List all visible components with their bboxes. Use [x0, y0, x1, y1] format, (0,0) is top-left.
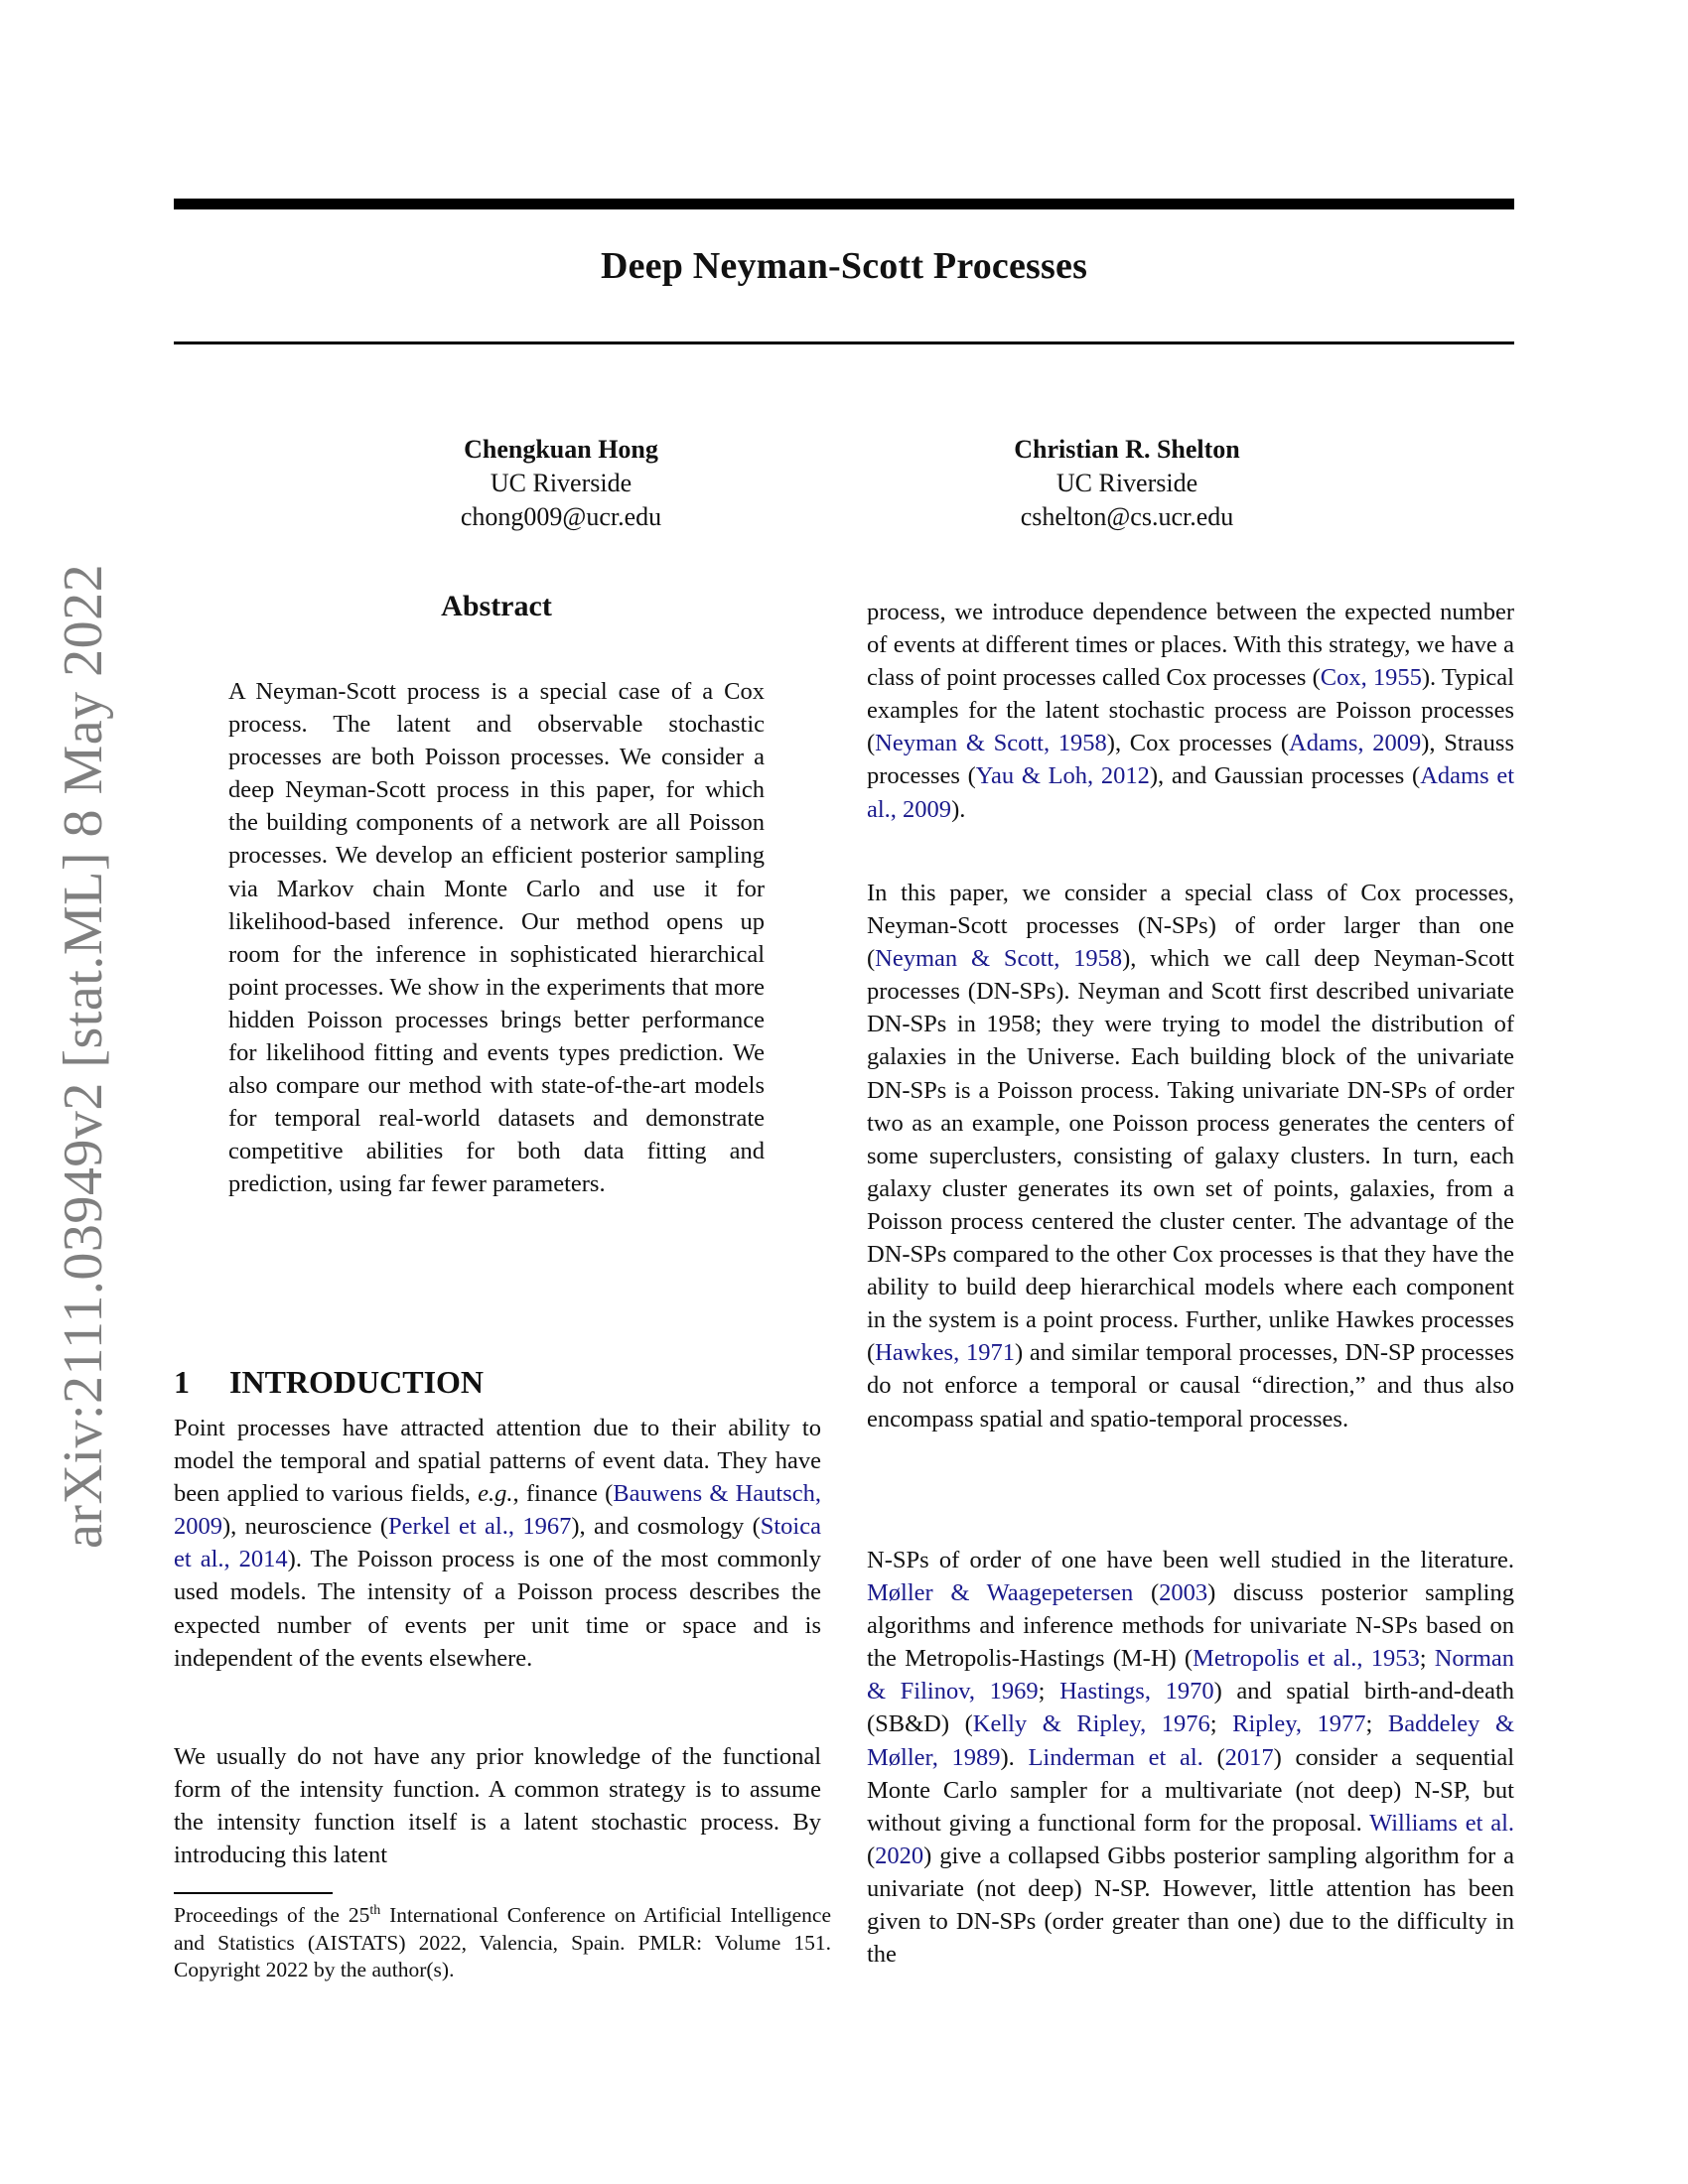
text-run: ( — [867, 1842, 876, 1869]
citation-link[interactable]: Metropolis et al., 1953 — [1193, 1645, 1420, 1673]
text-run: ). — [951, 795, 966, 823]
citation-link[interactable]: Adams, 2009 — [1289, 730, 1422, 757]
author-name: Christian R. Shelton — [1014, 435, 1240, 464]
text-run: ( — [1133, 1579, 1160, 1607]
citation-link[interactable]: Neyman & Scott, 1958 — [875, 730, 1107, 757]
text-run: ) consider a sequential Monte Carlo sampler for a multivariate (not deep) N-SP, but without giving a functional form for the proposal. — [867, 1743, 1515, 1837]
citation-link[interactable]: Norman & Filinov, 1969 — [867, 1645, 1515, 1706]
citation-link[interactable]: Williams et al. — [1369, 1809, 1514, 1837]
citation-link[interactable]: Bauwens & Hautsch, 2009 — [174, 1480, 821, 1541]
text-run: ; — [1038, 1678, 1060, 1706]
text-run: e.g. — [478, 1480, 513, 1508]
intro-paragraph-3 — [867, 596, 1514, 826]
text-run: ) and similar temporal processes, DN-SP processes do not enforce a temporal or causal “direction,” and thus also encompass spatial and spatio-temporal processes. — [867, 1339, 1515, 1433]
citation-link[interactable]: Stoica et al., 2014 — [174, 1513, 821, 1573]
section-heading — [174, 1364, 484, 1401]
text-run: ; — [1365, 1710, 1388, 1738]
title-rule-top — [174, 199, 1514, 209]
text-run: ), Strauss processes ( — [867, 730, 1515, 790]
author-email[interactable]: cshelton@cs.ucr.edu — [1020, 502, 1234, 531]
text-run: Proceedings of the 25 — [174, 1903, 370, 1927]
superscript: th — [369, 1902, 381, 1918]
text-run: ), neuroscience ( — [222, 1513, 389, 1541]
section-number: 1 — [174, 1364, 190, 1400]
text-run: ; — [1209, 1710, 1233, 1738]
citation-link[interactable]: Yau & Loh, 2012 — [975, 762, 1150, 790]
abstract-heading: Abstract — [441, 590, 552, 622]
text-run: , finance ( — [512, 1480, 614, 1508]
citation-link[interactable]: Cox, 1955 — [1320, 664, 1422, 692]
author-block — [397, 433, 725, 534]
citation-link[interactable]: Perkel et al., 1967 — [388, 1513, 572, 1541]
text-run: Point processes have attracted attention due to their ability to model the temporal and spatial patterns of event data. They have been applied to various fields, — [174, 1415, 821, 1508]
text-run: ). — [1000, 1743, 1029, 1771]
author-name: Chengkuan Hong — [464, 435, 658, 464]
citation-link[interactable]: Hawkes, 1971 — [875, 1339, 1015, 1367]
intro-paragraph-2: We usually do not have any prior knowledge of the functional form of the intensity function. A common strategy is to assume the intensity function itself is a latent stochastic process. By introducing this latent — [174, 1743, 821, 1869]
text-run: ). Typical examples for the latent stochastic process are Poisson processes ( — [867, 664, 1514, 757]
text-run: ( — [1202, 1743, 1225, 1771]
author-affiliation: UC Riverside — [490, 469, 633, 497]
text-run: ) give a collapsed Gibbs posterior sampling algorithm for a univariate (not deep) N-SP. However, little attention has been given to DN-SPs (order greater than one) due to the difficulty in the — [867, 1842, 1514, 1969]
paper-title: Deep Neyman-Scott Processes — [600, 245, 1088, 287]
citation-link[interactable]: Adams et al., 2009 — [867, 762, 1514, 823]
author-affiliation: UC Riverside — [1055, 469, 1198, 497]
text-run: N-SPs of order of one have been well studied in the literature. — [867, 1547, 1514, 1573]
text-run: ), and cosmology ( — [571, 1513, 761, 1541]
text-run: ) discuss posterior sampling algorithms and inference methods for univariate N-SPs based on the Metropolis-Hastings (M-H) ( — [867, 1579, 1514, 1673]
abstract-text: A Neyman-Scott process is a special case of a Cox process. The latent and observable stochastic processes are both Poisson processes. We consider a deep Neyman-Scott process in this paper, for which the building components of a network are all Poisson processes. We develop an efficient posterior sampling via Markov chain Monte Carlo and use it for likelihood-based inference. Our method opens up room for the inference in sophisticated hierarchical point processes. We show in the experiments that more hidden Poisson processes brings better performance for likelihood fitting and events types prediction. We also compare our method with state-of-the-art models for temporal real-world datasets and demonstrate competitive abilities for both data fitting and prediction, using far fewer parameters. — [228, 678, 765, 1198]
text-run: International Conference on Artificial Intelligence and Statistics (AISTATS) 2022, Valencia, Spain. PMLR: Volume 151. Copyright 2022 by the author(s). — [174, 1903, 831, 1981]
footnote — [174, 1902, 831, 1984]
text-run: ; — [1419, 1645, 1435, 1673]
intro-paragraph-5 — [867, 1544, 1514, 1971]
intro-paragraph-1 — [174, 1412, 821, 1675]
text-run: ), which we call deep Neyman-Scott processes (DN-SPs). Neyman and Scott first described univariate DN-SPs in 1958; they were trying to model the distribution of galaxies in the Universe. Each building block of the univariate DN-SPs is a Poisson process. Taking univariate DN-SPs of order two as an example, one Poisson process generates the centers of some superclusters, consisting of galaxy clusters. In turn, each galaxy cluster generates its own set of points, galaxies, from a Poisson process centered the cluster center. The advantage of the DN-SPs compared to the other Cox processes is that they have the ability to build deep hierarchical models where each component in the system is a point process. Further, unlike Hawkes processes ( — [867, 945, 1514, 1367]
citation-link[interactable]: 2020 — [875, 1842, 924, 1869]
text-run: ), Cox processes ( — [1106, 730, 1290, 757]
citation-link[interactable]: 2017 — [1224, 1743, 1274, 1771]
text-run: ), and Gaussian processes ( — [1149, 762, 1421, 790]
text-run: process, we introduce dependence between the expected number of events at different times or places. With this strategy, we have a class of point processes called Cox processes ( — [867, 599, 1514, 692]
citation-link[interactable]: 2003 — [1159, 1579, 1208, 1607]
text-run: In this paper, we consider a special class of Cox processes, Neyman-Scott processes (N-SPs) of order larger than one ( — [867, 880, 1514, 973]
author-email[interactable]: chong009@ucr.edu — [460, 502, 662, 531]
citation-link[interactable]: Linderman et al. — [1028, 1743, 1203, 1771]
text-run: ) and spatial birth-and-death (SB&D) ( — [867, 1678, 1515, 1738]
title-rule-bottom — [174, 341, 1514, 344]
section-title: INTRODUCTION — [229, 1364, 485, 1400]
citation-link[interactable]: Baddeley & Møller, 1989 — [867, 1710, 1515, 1771]
footnote-rule — [174, 1892, 333, 1894]
citation-link[interactable]: Kelly & Ripley, 1976 — [972, 1710, 1210, 1738]
citation-link[interactable]: Ripley, 1977 — [1232, 1710, 1366, 1738]
arxiv-stamp: arXiv:2111.03949v2 [stat.ML] 8 May 2022 — [53, 563, 114, 1549]
citation-link[interactable]: Neyman & Scott, 1958 — [875, 945, 1123, 973]
citation-link[interactable]: Hastings, 1970 — [1059, 1678, 1214, 1706]
text-run: ). The Poisson process is one of the most commonly used models. The intensity of a Poisson process describes the expected number of events per unit time or space and is independent of the events elsewhere. — [174, 1546, 821, 1672]
citation-link[interactable]: Møller & Waagepetersen — [867, 1579, 1134, 1607]
intro-paragraph-4 — [867, 877, 1514, 1435]
author-block — [963, 433, 1291, 534]
